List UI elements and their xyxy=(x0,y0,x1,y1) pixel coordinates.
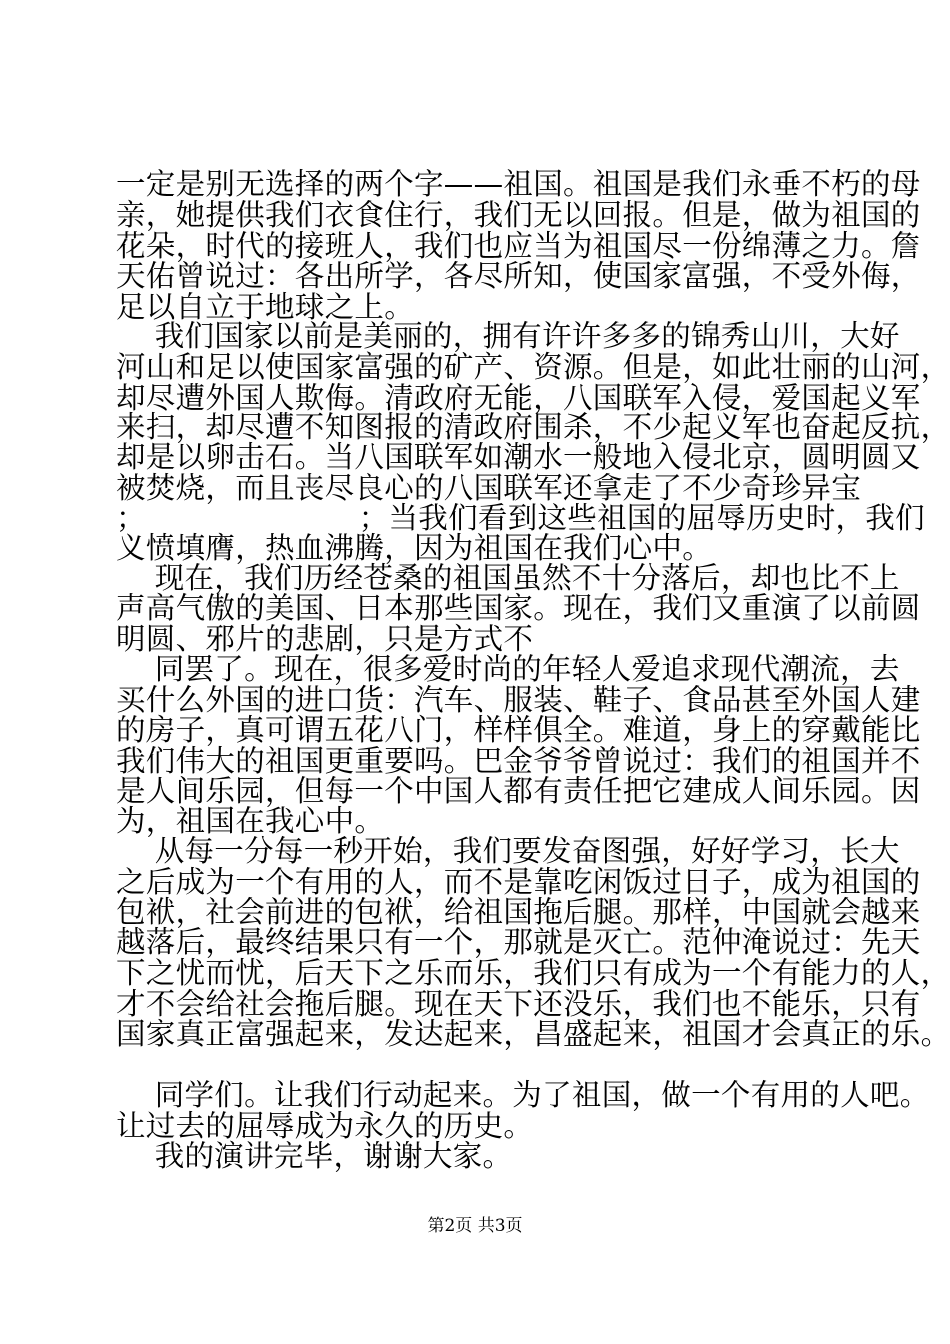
text-line: 被焚烧，而且丧尽良心的八国联军还拿走了不少奇珍异宝 xyxy=(116,471,862,505)
text-line: 买什么外国的进口货：汽车、服装、鞋子、食品甚至外国人建 xyxy=(116,683,921,717)
text-line: 是人间乐园，但每一个中国人都有责任把它建成人间乐园。因 xyxy=(116,774,921,808)
text-line: 天佑曾说过：各出所学，各尽所知，使国家富强，不受外侮， xyxy=(116,259,921,293)
text-line: 包袱，社会前进的包袱，给祖国拖后腿。那样，中国就会越来 xyxy=(116,895,921,929)
text-line: 我的演讲完毕，谢谢大家。 xyxy=(116,1139,513,1173)
text-line: 河山和足以使国家富强的矿产、资源。但是，如此壮丽的山河， xyxy=(116,350,950,384)
text-line: 来扫，却尽遭不知图报的清政府围杀，不少起义军也奋起反抗， xyxy=(116,410,950,444)
text-line: 亲，她提供我们衣食住行，我们无以回报。但是，做为祖国的 xyxy=(116,198,921,232)
text-line: 下之忧而忧，后天下之乐而乐，我们只有成为一个有能力的人， xyxy=(116,956,950,990)
text-line: ； ；当我们看到这些祖国的屈辱历史时，我们 xyxy=(116,501,925,535)
text-line: 却是以卵击石。当八国联军如潮水一般地入侵北京，圆明圆又 xyxy=(116,440,921,474)
text-line: 我们伟大的祖国更重要吗。巴金爷爷曾说过：我们的祖国并不 xyxy=(116,744,921,778)
text-line: 同罢了。现在，很多爱时尚的年轻人爱追求现代潮流，去 xyxy=(116,652,900,686)
text-line: 现在，我们历经苍桑的祖国虽然不十分落后，却也比不上 xyxy=(116,561,900,595)
text-line: 为，祖国在我心中。 xyxy=(116,804,385,838)
text-line: 花朵，时代的接班人，我们也应当为祖国尽一份绵薄之力。詹 xyxy=(116,229,921,263)
text-line: 一定是别无选择的两个字——祖国。祖国是我们永垂不朽的母 xyxy=(116,167,921,201)
text-line: 我们国家以前是美丽的，拥有许许多多的锦秀山川，大好 xyxy=(116,319,900,353)
text-line: 同学们。让我们行动起来。为了祖国，做一个有用的人吧。 xyxy=(116,1078,930,1112)
text-line: 义愤填膺，热血沸腾，因为祖国在我们心中。 xyxy=(116,531,713,565)
text-line: 国家真正富强起来，发达起来，昌盛起来，祖国才会真正的乐。 xyxy=(116,1017,950,1051)
text-line: 的房子，真可谓五花八门，样样俱全。难道，身上的穿戴能比 xyxy=(116,713,921,747)
text-line: 越落后，最终结果只有一个，那就是灭亡。范仲淹说过：先天 xyxy=(116,925,921,959)
text-line: 明圆、邪片的悲剧，只是方式不 xyxy=(116,622,534,656)
text-line: 之后成为一个有用的人，而不是靠吃闲饭过日子，成为祖国的 xyxy=(116,865,921,899)
page-number-footer: 第2页 共3页 xyxy=(427,1216,523,1236)
text-line: 从每一分每一秒开始，我们要发奋图强，好好学习，长大 xyxy=(116,834,900,868)
text-line: 让过去的屈辱成为永久的历史。 xyxy=(116,1109,534,1143)
text-line: 足以自立于地球之上。 xyxy=(116,290,415,324)
text-line: 却尽遭外国人欺侮。清政府无能，八国联军入侵，爱国起义军 xyxy=(116,381,921,415)
text-line: 才不会给社会拖后腿。现在天下还没乐，我们也不能乐，只有 xyxy=(116,987,921,1021)
text-line: 声高气傲的美国、日本那些国家。现在，我们又重演了以前圆 xyxy=(116,591,921,625)
